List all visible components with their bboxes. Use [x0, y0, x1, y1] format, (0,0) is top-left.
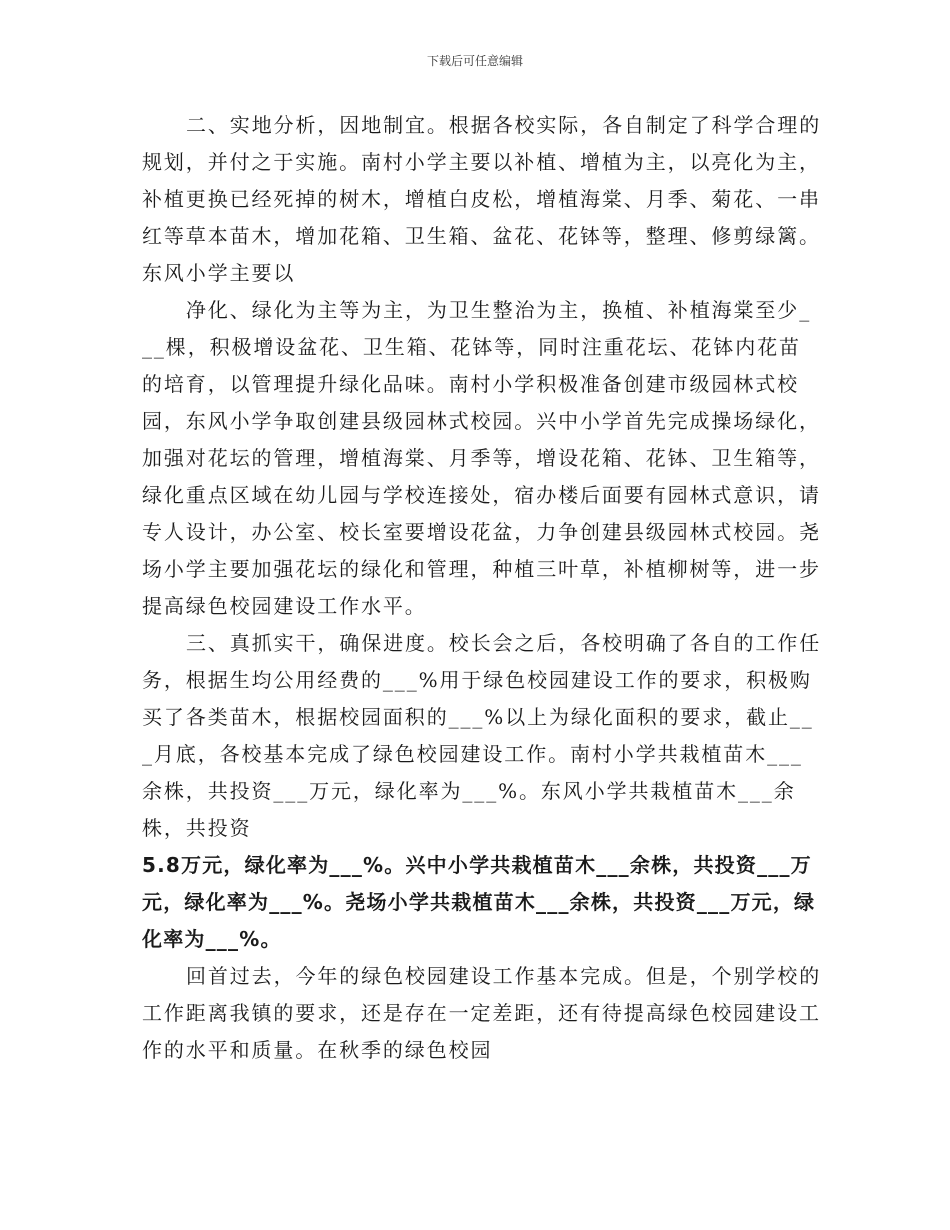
- paragraph-investment-figures: 5.8万元，绿化率为___%。兴中小学共栽植苗木___余株，共投资___万元，绿化率为___%。尧场小学共栽植苗木___余株，共投资___万元，绿化率为___%。: [142, 853, 816, 951]
- paragraph-site-analysis: 二、实地分析，因地制宜。根据各校实际，各自制定了科学合理的规划，并付之于实施。南村小学主要以补植、增植为主，以亮化为主，补植更换已经死掉的树木，增植白皮松，增植海棠、月季、菊花、一串红等草本苗木，增加花箱、卫生箱、盆花、花钵等，整理、修剪绿篱。东风小学主要以: [142, 113, 822, 285]
- paragraph-review: 回首过去，今年的绿色校园建设工作基本完成。但是，个别学校的工作距离我镇的要求，还是存在一定差距，还有待提高绿色校园建设工作的水平和质量。在秋季的绿色校园: [142, 964, 822, 1062]
- page-header: 下载后可任意编辑: [426, 54, 523, 68]
- paragraph-greening-plans: 净化、绿化为主等为主，为卫生整治为主，换植、补植海棠至少___棵，积极增设盆花、卫生箱、花钵等，同时注重花坛、花钵内花苗的培育，以管理提升绿化品味。南村小学积极准备创建市级园林式校园，东风小学争取创建县级园林式校园。兴中小学首先完成操场绿化，加强对花坛的管理，增植海棠、月季等，增设花箱、花钵、卫生箱等，绿化重点区域在幼儿园与学校连接处，宿办楼后面要有园林式意识，请专人设计，办公室、校长室要增设花盆，力争创建县级园林式校园。尧场小学主要加强花坛的绿化和管理，种植三叶草，补植柳树等，进一步提高绿色校园建设工作水平。: [142, 298, 821, 618]
- paragraph-implementation: 三、真抓实干，确保进度。校长会之后，各校明确了各自的工作任务，根据生均公用经费的___%用于绿色校园建设工作的要求，积极购买了各类苗木，根据校园面积的___%以上为绿化面积的要求，截止___月底，各校基本完成了绿色校园建设工作。南村小学共栽植苗木___余株，共投资___万元，绿化率为___%。东风小学共栽植苗木___余株，共投资: [142, 631, 822, 840]
- document-body: [142, 107, 822, 1069]
